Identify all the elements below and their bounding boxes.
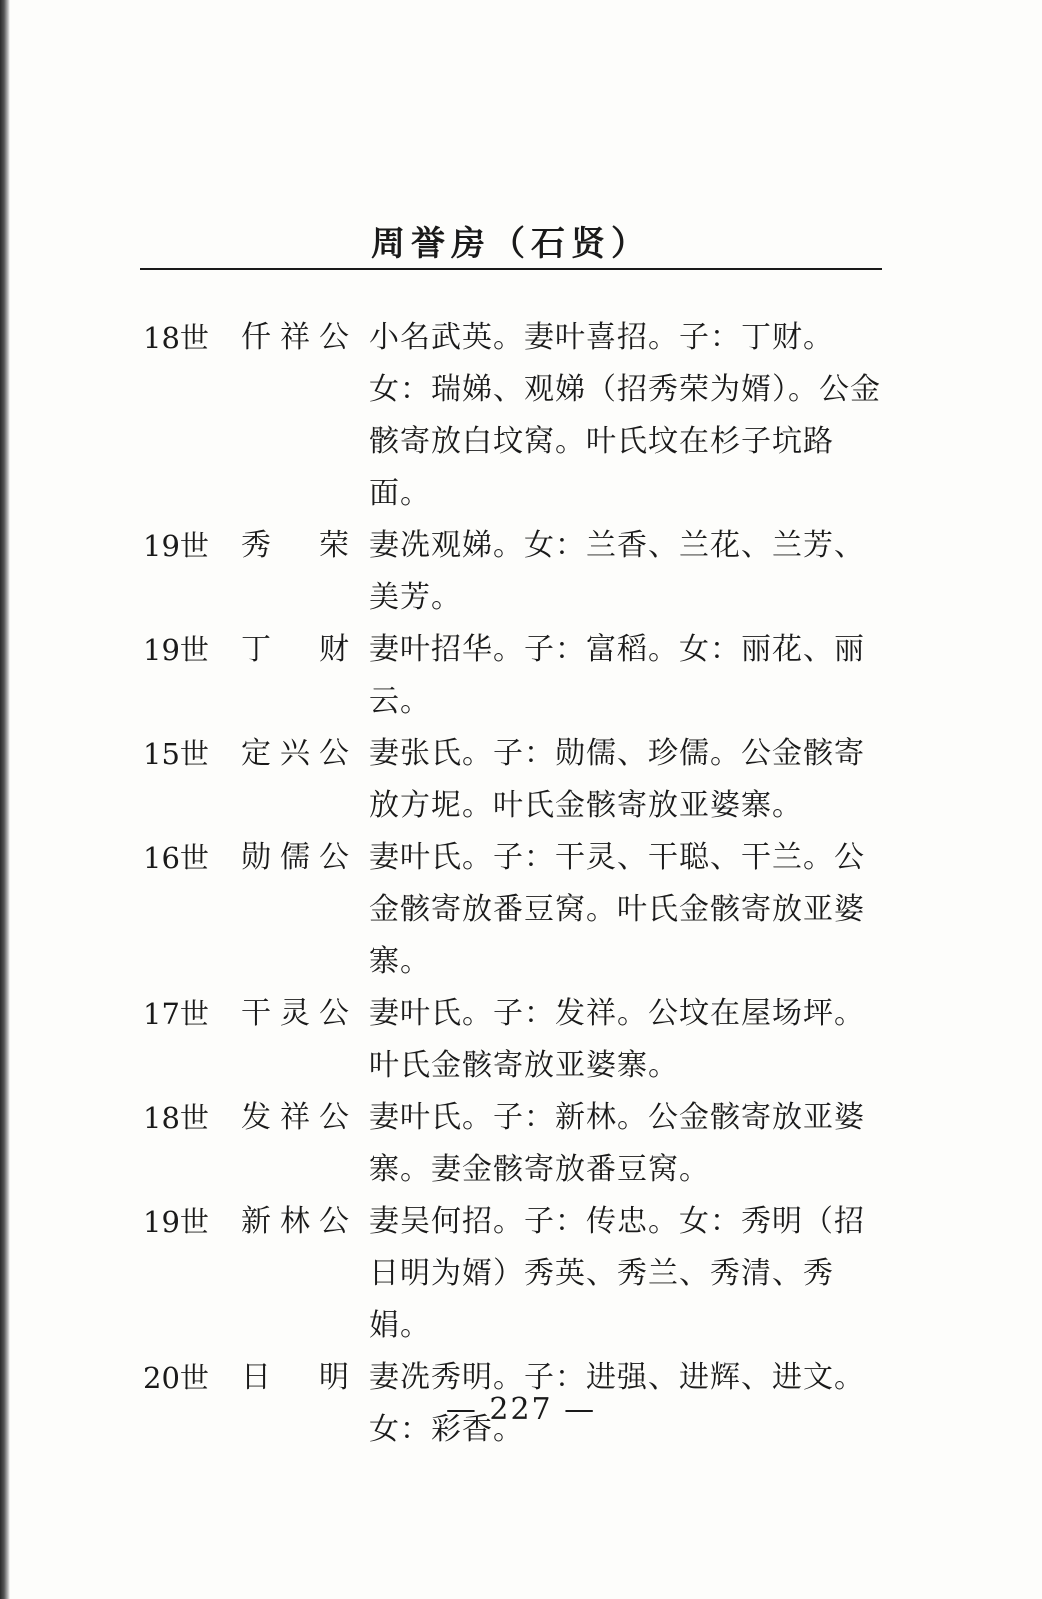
entry-description: 小名武英。妻叶喜招。子：丁财。女：瑞娣、观娣（招秀荣为婿）。公金骸寄放白坟窝。叶氏坟在杉子坑路面。 <box>369 320 881 511</box>
page-number: — 227 — <box>445 1392 597 1427</box>
genealogy-entry <box>143 1092 903 1196</box>
entry-description: 妻吴何招。子：传忠。女：秀明（招日明为婿）秀英、秀兰、秀清、秀娟。 <box>369 1204 865 1343</box>
generation-label: 15世 <box>143 737 209 771</box>
person-name: 勋儒公 <box>241 840 349 875</box>
genealogy-entry <box>143 988 903 1092</box>
person-name: 日 明 <box>241 1360 349 1395</box>
person-name: 定兴公 <box>241 736 349 771</box>
generation-label: 18世 <box>143 1101 209 1135</box>
entry-description: 妻叶氏。子：新林。公金骸寄放亚婆寨。妻金骸寄放番豆窝。 <box>369 1100 865 1187</box>
page-title: 周誉房（石贤） <box>371 224 651 264</box>
person-name: 秀 荣 <box>241 528 349 563</box>
entry-description: 妻叶招华。子：富稻。女：丽花、丽云。 <box>369 632 865 719</box>
person-name: 丁 财 <box>241 632 349 667</box>
generation-label: 20世 <box>143 1361 209 1395</box>
entry-description: 妻叶氏。子：干灵、干聪、干兰。公金骸寄放番豆窝。叶氏金骸寄放亚婆寨。 <box>369 840 865 979</box>
genealogy-entry <box>143 1196 903 1352</box>
genealogy-entry <box>143 624 903 728</box>
generation-label: 19世 <box>143 1205 209 1239</box>
generation-label: 19世 <box>143 633 209 667</box>
header-rule <box>140 268 882 270</box>
generation-label: 16世 <box>143 841 209 875</box>
entry-description: 妻冼观娣。女：兰香、兰花、兰芳、美芳。 <box>369 528 865 615</box>
genealogy-entry <box>143 520 903 624</box>
person-name: 仟祥公 <box>241 320 349 355</box>
page-header <box>140 212 882 270</box>
person-name: 新林公 <box>241 1204 349 1239</box>
generation-label: 19世 <box>143 529 209 563</box>
generation-label: 17世 <box>143 997 209 1031</box>
scan-edge <box>0 0 10 1599</box>
person-name: 干灵公 <box>241 996 349 1031</box>
genealogy-entry <box>143 312 903 520</box>
person-name: 发祥公 <box>241 1100 349 1135</box>
entry-description: 妻冼秀明。子：进强、进辉、进文。女：彩香。 <box>369 1360 865 1447</box>
genealogy-entry <box>143 832 903 988</box>
generation-label: 18世 <box>143 321 209 355</box>
entry-description: 妻张氏。子：勋儒、珍儒。公金骸寄放方坭。叶氏金骸寄放亚婆寨。 <box>369 736 865 823</box>
genealogy-entries <box>143 312 903 1456</box>
entry-description: 妻叶氏。子：发祥。公坟在屋场坪。叶氏金骸寄放亚婆寨。 <box>369 996 865 1083</box>
genealogy-entry <box>143 728 903 832</box>
